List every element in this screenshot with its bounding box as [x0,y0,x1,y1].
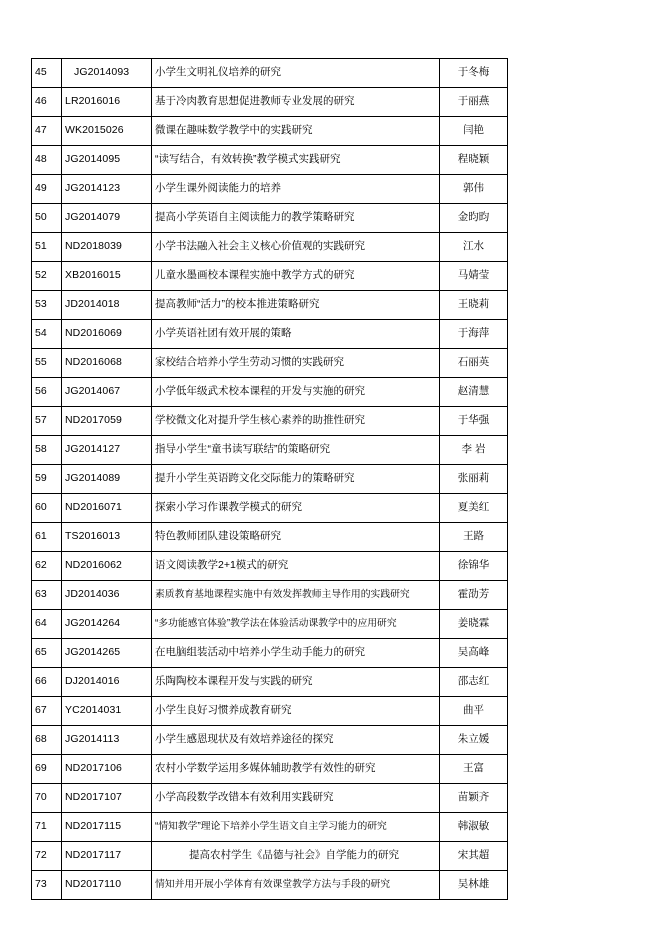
cell-leader-name: 江水 [440,233,508,262]
cell-sequence-number: 70 [32,784,62,813]
cell-leader-name: 于丽燕 [440,88,508,117]
cell-leader-name: 霍劭芳 [440,581,508,610]
cell-project-code: YC2014031 [62,697,152,726]
cell-project-code: ND2017115 [62,813,152,842]
cell-project-title: 提高教师“活力”的校本推进策略研究 [152,291,440,320]
table-row [32,581,508,610]
cell-project-title: 小学生良好习惯养成教育研究 [152,697,440,726]
cell-leader-name: 于海萍 [440,320,508,349]
cell-project-title: 提升小学生英语跨文化交际能力的策略研究 [152,465,440,494]
project-table [31,58,508,900]
table-row [32,233,508,262]
cell-leader-name: 郭伟 [440,175,508,204]
cell-project-title: “读写结合，有效转换”教学模式实践研究 [152,146,440,175]
cell-project-code: JD2014018 [62,291,152,320]
cell-sequence-number: 67 [32,697,62,726]
cell-sequence-number: 57 [32,407,62,436]
cell-leader-name: 李 岩 [440,436,508,465]
cell-leader-name: 夏美红 [440,494,508,523]
cell-project-title: 指导小学生“童书读写联结”的策略研究 [152,436,440,465]
cell-project-code: ND2017107 [62,784,152,813]
table-row [32,204,508,233]
table-row [32,291,508,320]
cell-sequence-number: 49 [32,175,62,204]
cell-project-code: JG2014265 [62,639,152,668]
cell-project-title: 小学生文明礼仪培养的研究 [152,59,440,88]
cell-sequence-number: 72 [32,842,62,871]
table-row [32,349,508,378]
cell-project-code: JD2014036 [62,581,152,610]
table-row [32,726,508,755]
cell-project-code: ND2016062 [62,552,152,581]
table-row [32,407,508,436]
table-row [32,668,508,697]
cell-sequence-number: 54 [32,320,62,349]
cell-leader-name: 王路 [440,523,508,552]
cell-leader-name: 王晓莉 [440,291,508,320]
cell-project-code: JG2014127 [62,436,152,465]
cell-project-code: ND2018039 [62,233,152,262]
cell-project-code: DJ2014016 [62,668,152,697]
cell-project-title: 提高农村学生《品德与社会》自学能力的研究 [152,842,440,871]
table-row [32,639,508,668]
cell-project-code: ND2016069 [62,320,152,349]
cell-project-code: ND2017106 [62,755,152,784]
table-row [32,523,508,552]
cell-leader-name: 宋其超 [440,842,508,871]
cell-sequence-number: 58 [32,436,62,465]
cell-project-title: 素质教育基地课程实施中有效发挥教师主导作用的实践研究 [152,581,440,610]
cell-leader-name: 韩淑敏 [440,813,508,842]
cell-sequence-number: 71 [32,813,62,842]
cell-sequence-number: 56 [32,378,62,407]
cell-leader-name: 闫艳 [440,117,508,146]
cell-project-code: JG2014113 [62,726,152,755]
table-row [32,871,508,900]
table-row [32,552,508,581]
cell-leader-name: 姜晓霖 [440,610,508,639]
table-row [32,378,508,407]
cell-project-title: 农村小学数学运用多媒体辅助教学有效性的研究 [152,755,440,784]
cell-project-title: 儿童水墨画校本课程实施中教学方式的研究 [152,262,440,291]
table-row [32,117,508,146]
cell-project-code: ND2017117 [62,842,152,871]
cell-project-title: 小学英语社团有效开展的策略 [152,320,440,349]
cell-project-title: 微课在趣味数学教学中的实践研究 [152,117,440,146]
table-row [32,320,508,349]
cell-project-code: JG2014079 [62,204,152,233]
cell-leader-name: 金昀昀 [440,204,508,233]
cell-sequence-number: 59 [32,465,62,494]
cell-project-title: 小学书法融入社会主义核心价值观的实践研究 [152,233,440,262]
table-row [32,697,508,726]
cell-project-title: 语文阅读教学2+1模式的研究 [152,552,440,581]
cell-project-code: JG2014264 [62,610,152,639]
cell-leader-name: 石丽英 [440,349,508,378]
cell-sequence-number: 52 [32,262,62,291]
cell-sequence-number: 46 [32,88,62,117]
cell-sequence-number: 61 [32,523,62,552]
cell-project-code: ND2016071 [62,494,152,523]
cell-project-title: 小学生感恩现状及有效培养途径的探究 [152,726,440,755]
cell-sequence-number: 65 [32,639,62,668]
cell-project-title: 特色教师团队建设策略研究 [152,523,440,552]
cell-project-title: 小学高段数学改错本有效利用实践研究 [152,784,440,813]
table-row [32,59,508,88]
table-row [32,146,508,175]
cell-leader-name: 吴林雄 [440,871,508,900]
cell-leader-name: 朱立媛 [440,726,508,755]
cell-leader-name: 程晓颖 [440,146,508,175]
cell-project-title: “情知教学”理论下培养小学生语文自主学习能力的研究 [152,813,440,842]
cell-project-title: 家校结合培养小学生劳动习惯的实践研究 [152,349,440,378]
cell-leader-name: 徐锦华 [440,552,508,581]
table-row [32,88,508,117]
cell-leader-name: 赵清慧 [440,378,508,407]
cell-leader-name: 吴高峰 [440,639,508,668]
cell-leader-name: 于华强 [440,407,508,436]
cell-sequence-number: 48 [32,146,62,175]
cell-project-code: ND2017059 [62,407,152,436]
cell-project-title: “多功能感官体验”教学法在体验活动课教学中的应用研究 [152,610,440,639]
cell-sequence-number: 50 [32,204,62,233]
table-row [32,784,508,813]
cell-leader-name: 于冬梅 [440,59,508,88]
cell-sequence-number: 69 [32,755,62,784]
cell-sequence-number: 60 [32,494,62,523]
cell-project-code: JG2014095 [62,146,152,175]
table-row [32,262,508,291]
cell-project-title: 基于冷肉教育思想促进教师专业发展的研究 [152,88,440,117]
table-row [32,494,508,523]
table-row [32,610,508,639]
cell-project-title: 提高小学英语自主阅读能力的教学策略研究 [152,204,440,233]
cell-sequence-number: 47 [32,117,62,146]
cell-project-code: JG2014067 [62,378,152,407]
cell-project-title: 小学生课外阅读能力的培养 [152,175,440,204]
cell-project-code: XB2016015 [62,262,152,291]
cell-project-title: 乐陶陶校本课程开发与实践的研究 [152,668,440,697]
cell-sequence-number: 68 [32,726,62,755]
cell-leader-name: 张丽莉 [440,465,508,494]
cell-project-code: JG2014123 [62,175,152,204]
cell-sequence-number: 55 [32,349,62,378]
cell-sequence-number: 73 [32,871,62,900]
table-row [32,465,508,494]
cell-project-code: LR2016016 [62,88,152,117]
cell-project-code: JG2014089 [62,465,152,494]
cell-sequence-number: 66 [32,668,62,697]
cell-project-title: 在电脑组装活动中培养小学生动手能力的研究 [152,639,440,668]
cell-sequence-number: 64 [32,610,62,639]
table-row [32,436,508,465]
cell-project-code: JG2014093 [62,59,152,88]
cell-project-title: 小学低年级武术校本课程的开发与实施的研究 [152,378,440,407]
cell-project-title: 学校微文化对提升学生核心素养的助推性研究 [152,407,440,436]
cell-project-code: ND2017110 [62,871,152,900]
cell-project-title: 探索小学习作课教学模式的研究 [152,494,440,523]
cell-leader-name: 邵志红 [440,668,508,697]
table-row [32,175,508,204]
cell-sequence-number: 45 [32,59,62,88]
cell-project-code: WK2015026 [62,117,152,146]
cell-project-code: ND2016068 [62,349,152,378]
cell-leader-name: 马婧莹 [440,262,508,291]
cell-sequence-number: 62 [32,552,62,581]
table-row [32,842,508,871]
project-table-container [31,58,507,900]
cell-sequence-number: 63 [32,581,62,610]
table-row [32,755,508,784]
cell-leader-name: 王富 [440,755,508,784]
cell-project-code: TS2016013 [62,523,152,552]
table-row [32,813,508,842]
cell-leader-name: 苗颖齐 [440,784,508,813]
cell-leader-name: 曲平 [440,697,508,726]
cell-project-title: 情知并用开展小学体育有效课堂教学方法与手段的研究 [152,871,440,900]
cell-sequence-number: 51 [32,233,62,262]
cell-sequence-number: 53 [32,291,62,320]
